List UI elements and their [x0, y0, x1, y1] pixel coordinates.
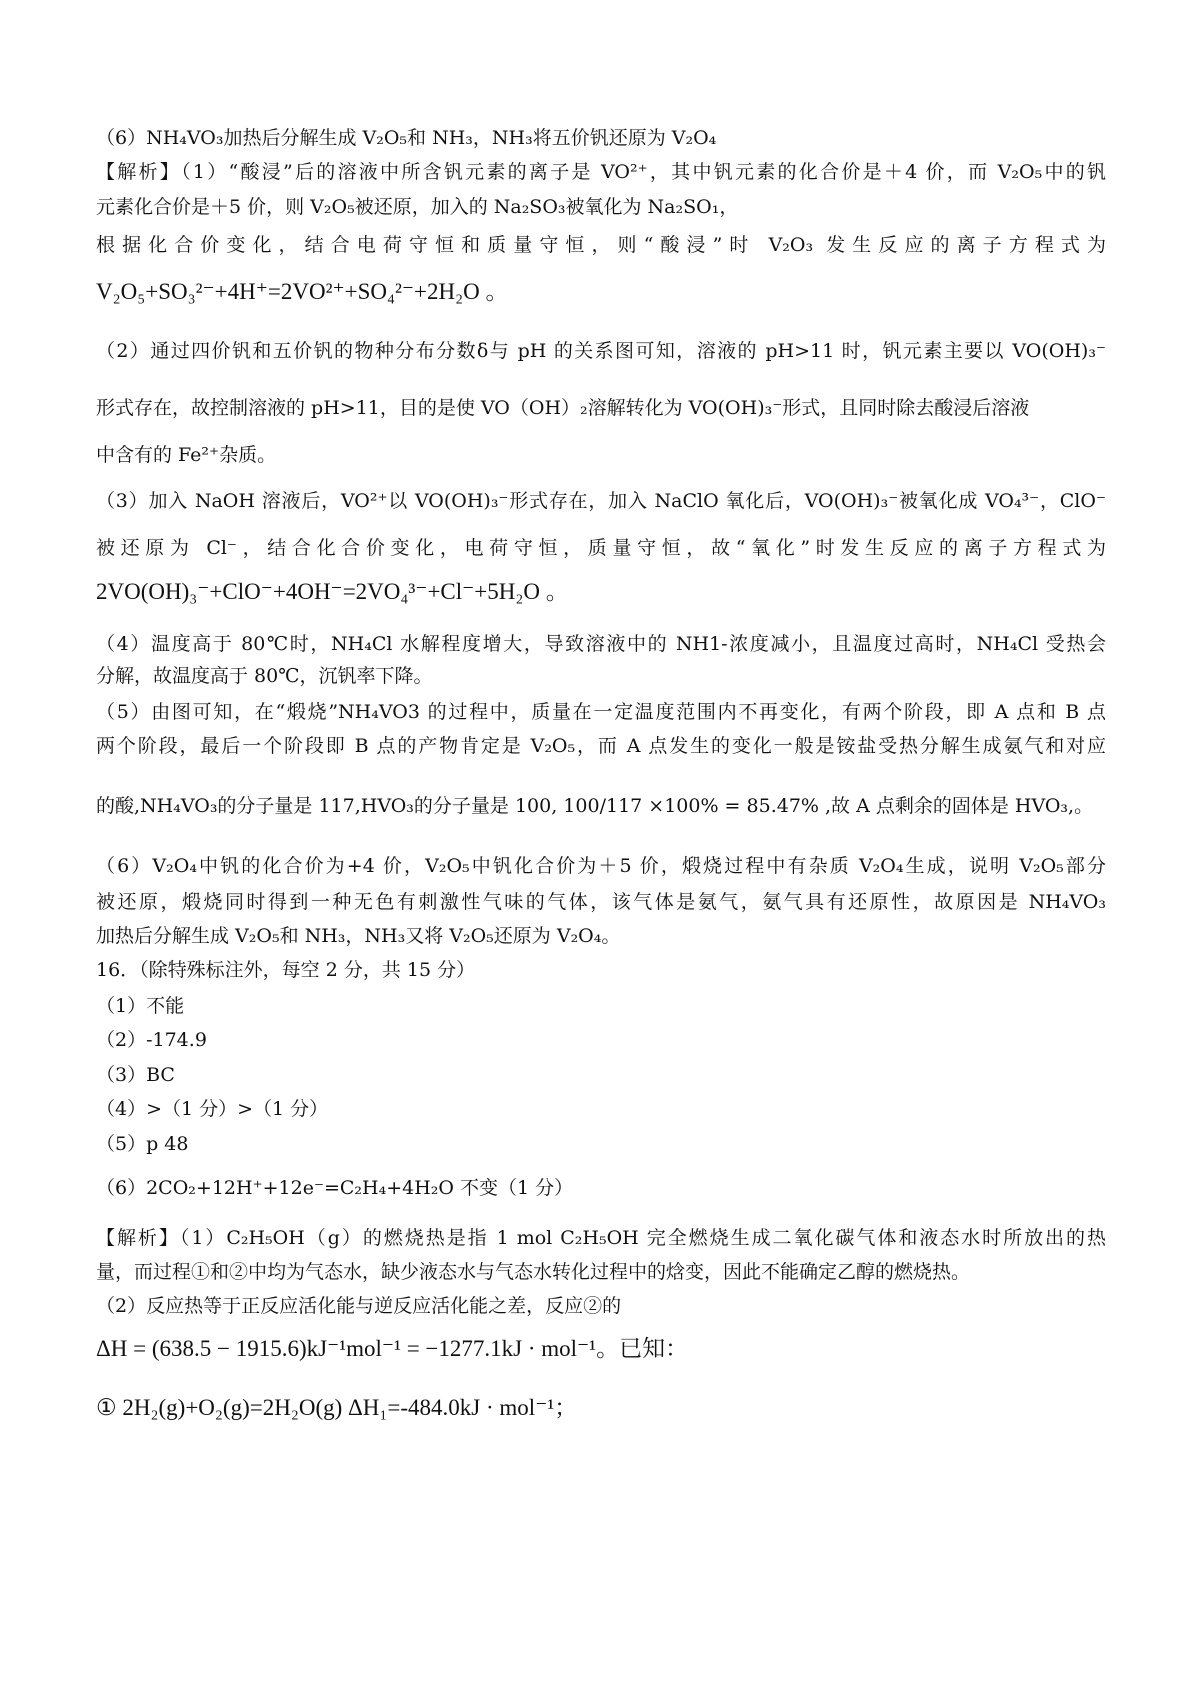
answer-line: （6）2CO₂+12H⁺+12e⁻=C₂H₄+4H₂O 不变（1 分） [96, 1177, 574, 1199]
analysis-line: 加热后分解生成 V₂O₅和 NH₃，NH₃又将 V₂O₅还原为 V₂O₄。 [96, 925, 621, 947]
analysis-line: 形式存在，故控制溶液的 pH>11，目的是使 VO（OH）₂溶解转化为 VO(OH)₃⁻形式，且同时除去酸浸后溶液 [96, 397, 1030, 419]
answer-line: （5）p 48 [96, 1133, 189, 1155]
analysis-line: 【解析】（1）C₂H₅OH（g）的燃烧热是指 1 mol C₂H₅OH 完全燃烧生成二氧化碳气体和液态水时所放出的热 [96, 1227, 1106, 1249]
analysis-line: （4）温度高于 80℃时，NH₄Cl 水解程度增大，导致溶液中的 NH1-浓度减小，且温度过高时，NH₄Cl 受热会 [96, 633, 1106, 655]
enthalpy-equation: ΔH = (638.5 − 1915.6)kJ⁻¹mol⁻¹ = −1277.1kJ · mol⁻¹。已知： [96, 1336, 689, 1361]
answer-line: （1）不能 [96, 995, 185, 1017]
analysis-line: 根据化合价变化，结合电荷守恒和质量守恒，则“酸浸”时 V₂O₃ 发生反应的离子方程式为 [96, 234, 1106, 256]
ionic-equation: V₂O₅+SO₃²⁻+4H⁺=2VO²⁺+SO₄²⁻+2H₂O 。 [96, 279, 509, 304]
analysis-line: 中含有的 Fe²⁺杂质。 [96, 444, 277, 466]
analysis-line: 分解，故温度高于 80℃，沉钒率下降。 [96, 665, 433, 687]
analysis-line: 量，而过程①和②中均为气态水，缺少液态水与气态水转化过程中的焓变，因此不能确定乙醇的燃烧热。 [96, 1261, 971, 1283]
analysis-line: 被还原，煅烧同时得到一种无色有刺激性气味的气体，该气体是氨气，氨气具有还原性，故原因是 NH₄VO₃ [96, 891, 1106, 913]
analysis-line: （5）由图可知，在“煅烧”NH₄VO3 的过程中，质量在一定温度范围内不再变化，有两个阶段，即 A 点和 B 点 [96, 701, 1106, 723]
answer-line: （6）NH₄VO₃加热后分解生成 V₂O₅和 NH₃，NH₃将五价钒还原为 V₂O₄ [96, 127, 717, 149]
analysis-line: 的酸,NH₄VO₃的分子量是 117,HVO₃的分子量是 100, 100/117 ×100% = 85.47% ,故 A 点剩余的固体是 HVO₃,。 [96, 795, 1094, 817]
question-header: 16．（除特殊标注外，每空 2 分，共 15 分） [96, 959, 476, 981]
analysis-line: （6）V₂O₄中钒的化合价为+4 价，V₂O₅中钒化合价为＋5 价，煅烧过程中有杂质 V₂O₄生成，说明 V₂O₅部分 [96, 855, 1106, 877]
analysis-line: 元素化合价是＋5 价，则 V₂O₅被还原，加入的 Na₂SO₃被氧化为 Na₂SO₁， [96, 196, 739, 218]
analysis-line: 被还原为 Cl⁻，结合化合价变化，电荷守恒，质量守恒，故“氧化”时发生反应的离子方程式为 [96, 537, 1106, 559]
analysis-line: （2）反应热等于正反应活化能与逆反应活化能之差，反应②的 [96, 1295, 622, 1317]
thermochemical-equation: ① 2H₂(g)+O₂(g)=2H₂O(g) ΔH₁=-484.0kJ · mol⁻¹； [96, 1395, 578, 1420]
answer-line: （4）>（1 分）>（1 分） [96, 1098, 329, 1120]
answer-line: （2）-174.9 [96, 1029, 207, 1051]
answer-line: （3）BC [96, 1064, 175, 1086]
analysis-line: （3）加入 NaOH 溶液后，VO²⁺以 VO(OH)₃⁻形式存在，加入 NaClO 氧化后，VO(OH)₃⁻被氧化成 VO₄³⁻，ClO⁻ [96, 490, 1106, 512]
analysis-line: （2）通过四价钒和五价钒的物种分布分数δ与 pH 的关系图可知，溶液的 pH>11 时，钒元素主要以 VO(OH)₃⁻ [96, 340, 1106, 362]
ionic-equation: 2VO(OH)₃⁻+ClO⁻+4OH⁻=2VO₄³⁻+Cl⁻+5H₂O 。 [96, 579, 569, 604]
analysis-line: 两个阶段，最后一个阶段即 B 点的产物肯定是 V₂O₅，而 A 点发生的变化一般是铵盐受热分解生成氨气和对应 [96, 735, 1106, 757]
analysis-line: 【解析】（1）“酸浸”后的溶液中所含钒元素的离子是 VO²⁺，其中钒元素的化合价是＋4 价，而 V₂O₅中的钒 [96, 161, 1106, 183]
